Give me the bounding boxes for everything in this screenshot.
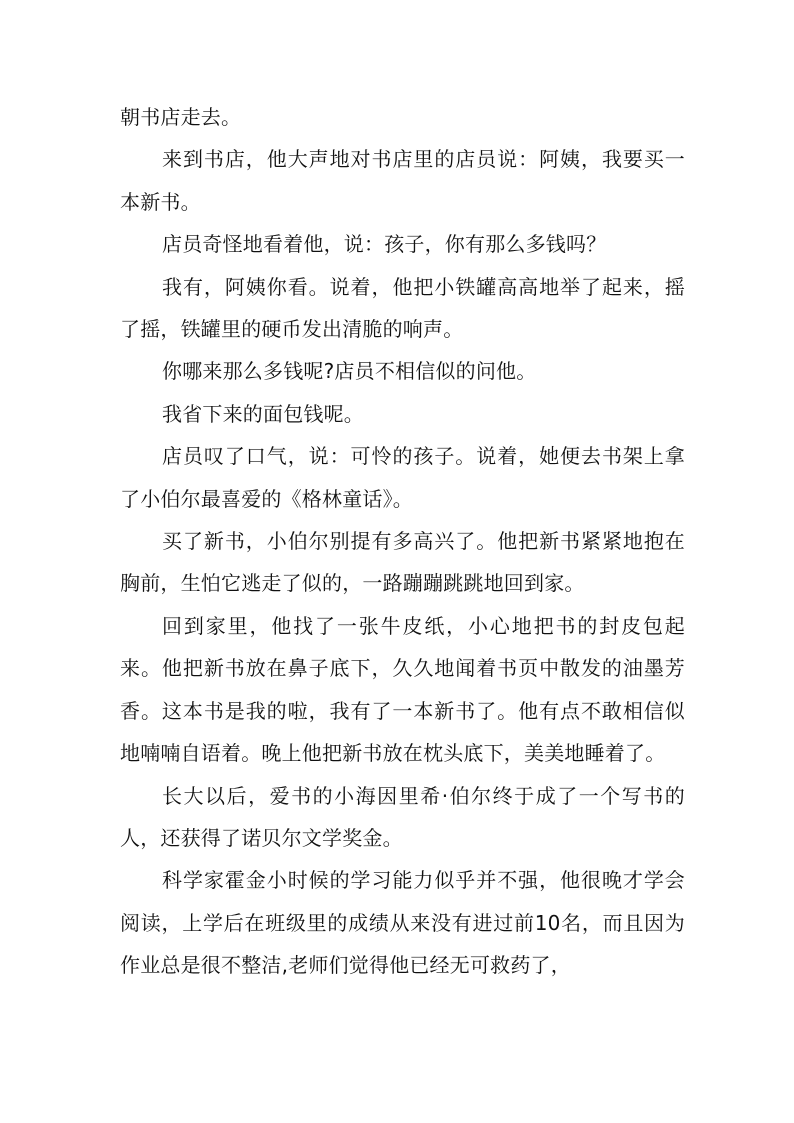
- paragraph-3: 店员奇怪地看着他，说：孩子，你有那么多钱吗？: [162, 232, 607, 257]
- paragraph-4: 我有，阿姨你看。说着，他把小铁罐高高地举了起来，摇了摇，铁罐里的硬币发出清脆的响声。: [120, 274, 685, 342]
- paragraph-11: 科学家霍金小时候的学习能力似乎并不强，他很晚才学会阅读，上学后在班级里的成绩从来没有进过前10名，而且因为作业总是很不整洁,老师们觉得他已经无可救药了，: [120, 868, 685, 978]
- paragraph-2: 来到书店，他大声地对书店里的店员说：阿姨，我要买一本新书。: [120, 147, 685, 214]
- document-body: [120, 96, 685, 987]
- paragraph-5: 你哪来那么多钱呢?店员不相信似的问他。: [162, 359, 537, 384]
- paragraph-1: 朝书店走去。: [120, 105, 242, 129]
- paragraph-7: 店员叹了口气，说：可怜的孩子。说着，她便去书架上拿了小伯尔最喜爱的《格林童话》。: [120, 444, 685, 511]
- paragraph-9: 回到家里，他找了一张牛皮纸，小心地把书的封皮包起来。他把新书放在鼻子底下，久久地闻着书页中散发的油墨芳香。这本书是我的啦，我有了一本新书了。他有点不敢相信似地喃喃自语着。晚上他把新书放在枕头底下，美美地睡着了。: [120, 613, 685, 766]
- paragraph-10: 长大以后，爱书的小海因里希·伯尔终于成了一个写书的人，还获得了诺贝尔文学奖金。: [120, 783, 685, 850]
- paragraph-6: 我省下来的面包钱呢。: [162, 401, 364, 426]
- paragraph-8: 买了新书，小伯尔别提有多高兴了。他把新书紧紧地抱在胸前，生怕它逃走了似的，一路蹦蹦跳跳地回到家。: [120, 529, 685, 596]
